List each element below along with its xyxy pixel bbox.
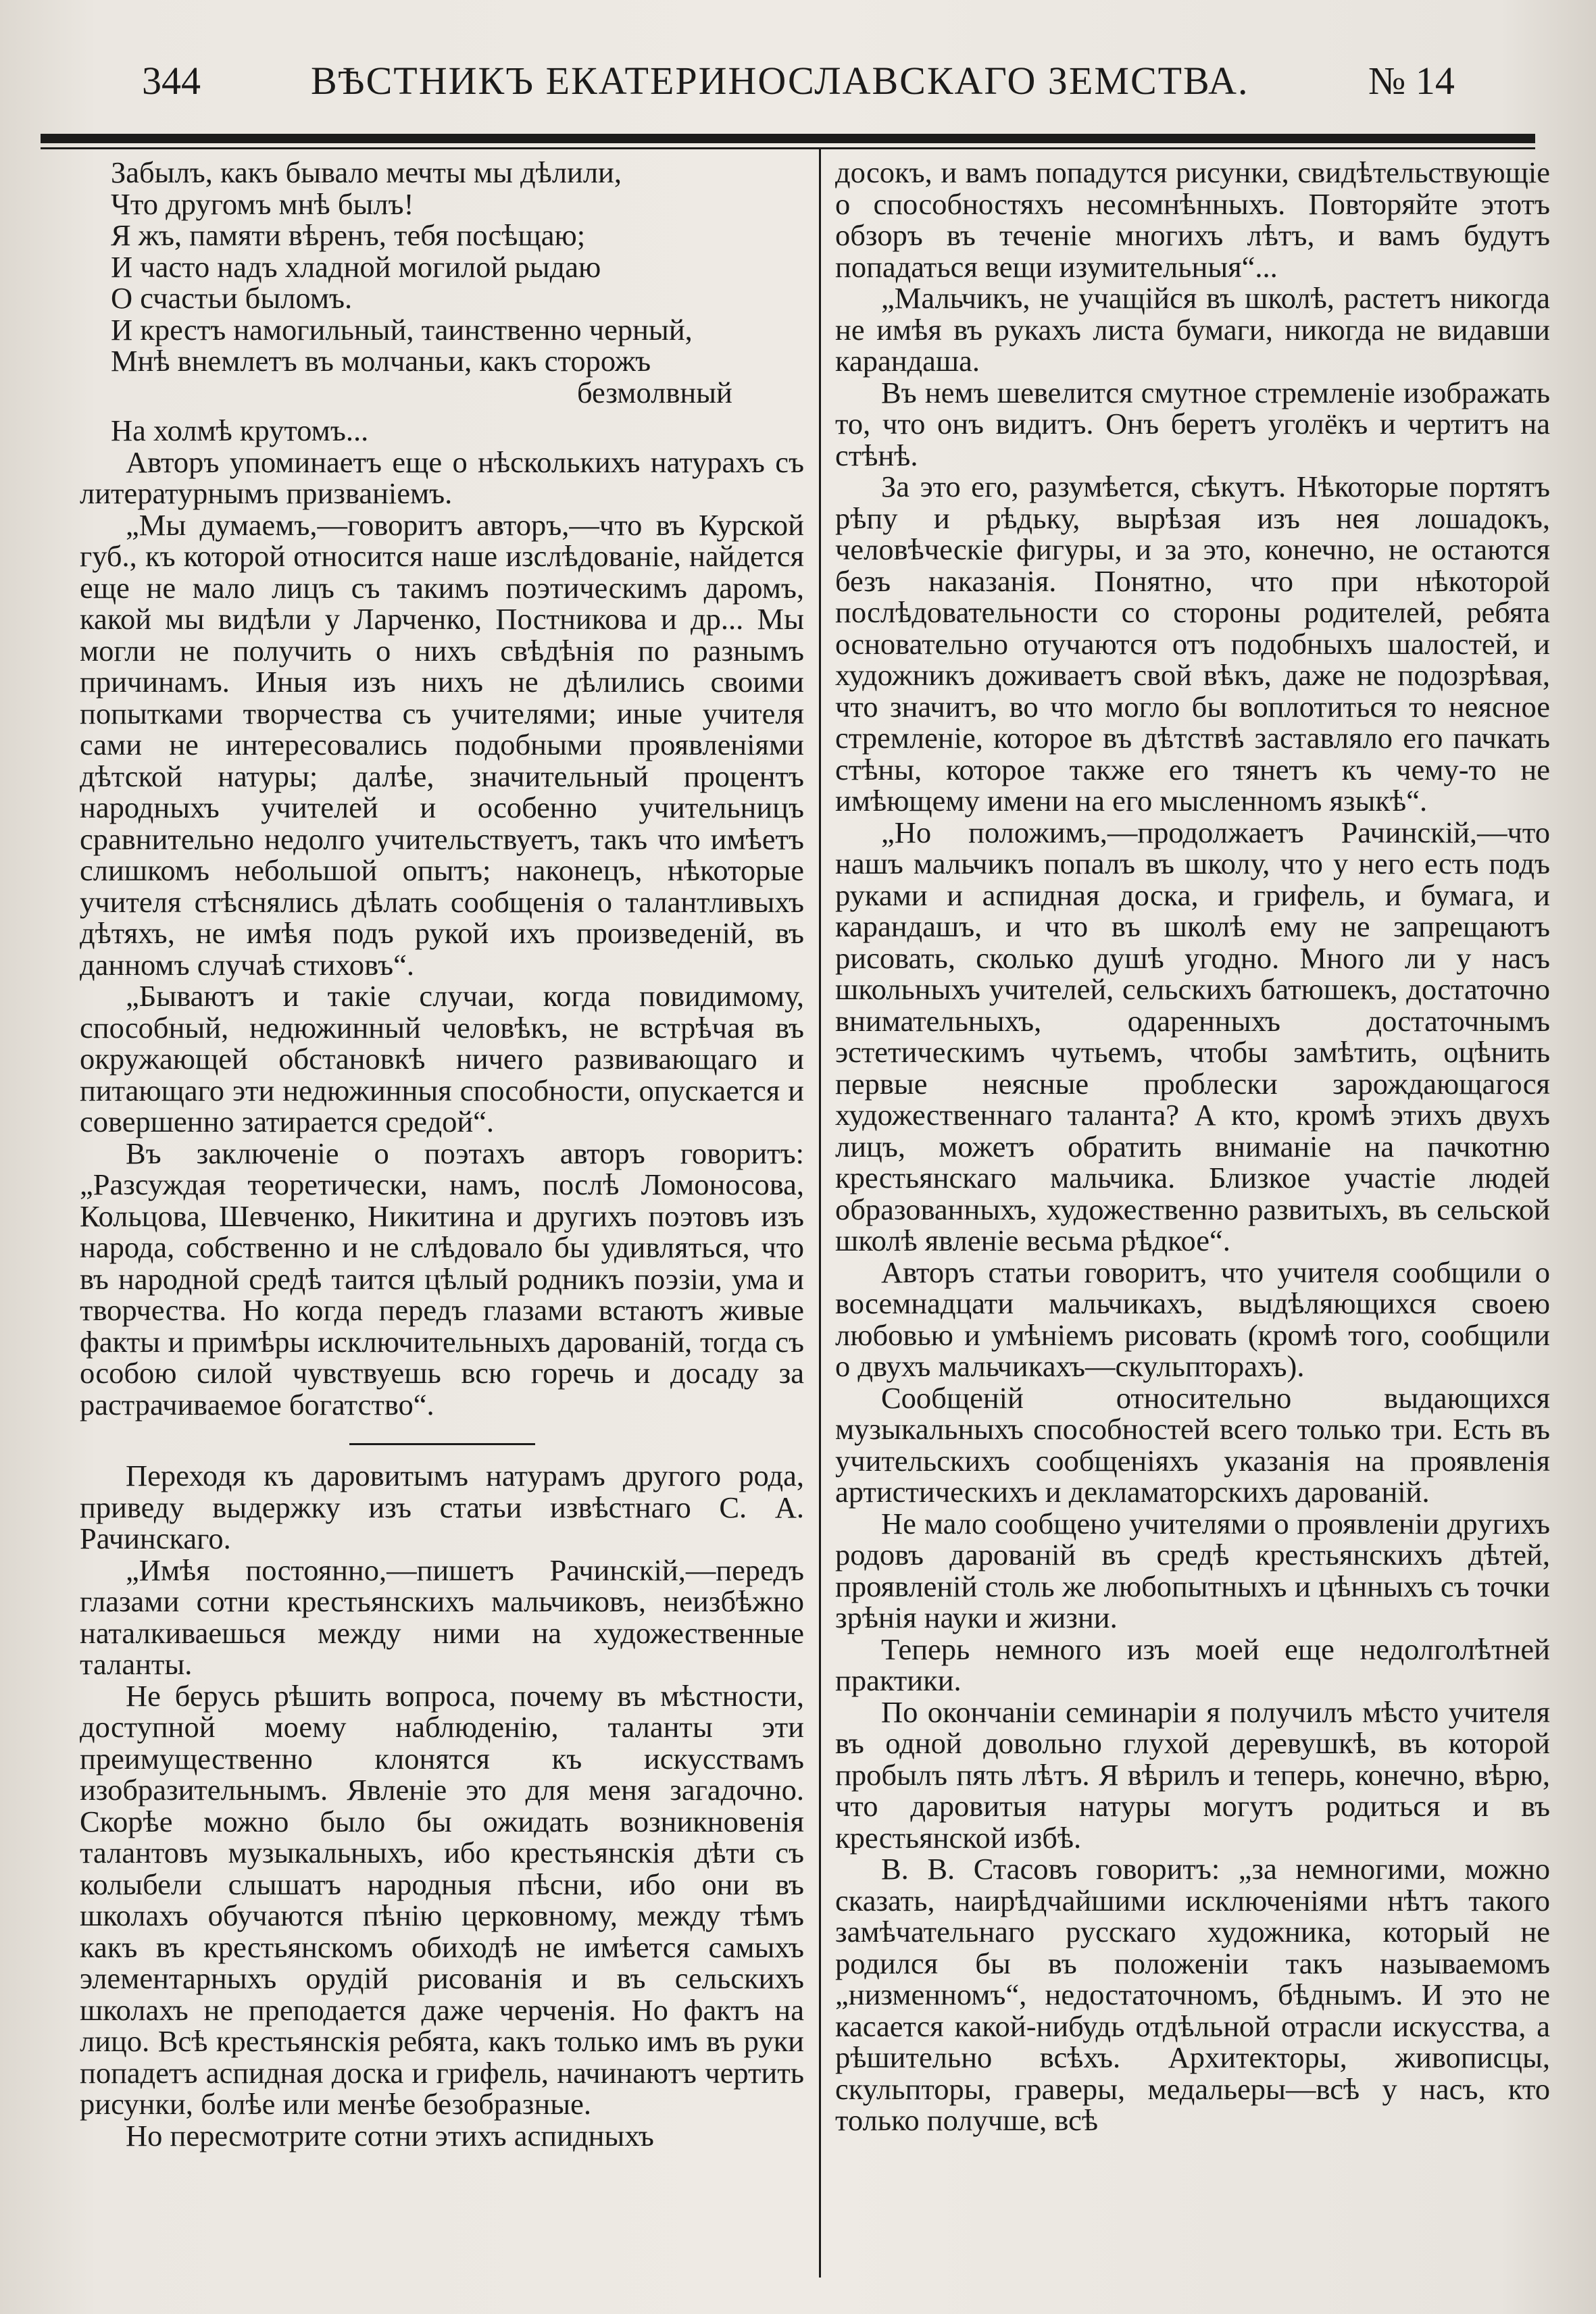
paragraph: Теперь немного изъ моей еще недолголѣтней практики. [835, 1632, 1550, 1697]
paragraph: „Имѣя постоянно,—пишетъ Рачинскій,—передъ глазами сотни крестьянскихъ мальчиковъ, неизбѣжно наталкиваешься между ними на художественные таланты. [80, 1553, 804, 1681]
paragraph: За это его, разумѣется, сѣкутъ. Нѣкоторые портятъ рѣпу и рѣдьку, вырѣзая изъ нея лошадокъ, человѣческіе фигуры, и за это, конечно, не остаются безъ наказанія. Понятно, что при нѣкоторой послѣдовательности со стороны родителей, ребята основательно отучаются отъ подобныхъ шалостей, и художникъ доживаетъ свой вѣкъ, даже не подозрѣвая, что значитъ, во что могло бы воплотиться то неясное стремленіе, которое въ дѣтствѣ заставляло его пачкать стѣны, которое также его тянетъ къ чему-то не имѣющему имени на его мысленномъ языкѣ“. [835, 470, 1550, 818]
poem-line: И крестъ намогильный, таинственно черный, [111, 312, 693, 347]
section-divider [349, 1443, 535, 1445]
paragraph: „Но положимъ,—продолжаетъ Рачинскій,—что нашъ мальчикъ попалъ въ школу, что у него есть подъ руками и аспидная доска, и грифель, и бумага, и карандашъ, и что въ школѣ ему не запрещаютъ рисовать, сколько душѣ угодно. Много ли у насъ школьныхъ учителей, сельскихъ батюшекъ, достаточно внимательныхъ, одаренныхъ достаточнымъ эстетическимъ чутьемъ, чтобы замѣтить, оцѣнить первые неясные проблески зарождающагося художественнаго таланта? А кто, кромѣ этихъ двухъ лицъ, можетъ обратить вниманіе на пачкотню крестьянскаго мальчика. Близкое участіе людей образованныхъ, художественно развитыхъ, въ сельской школѣ явленіе весьма рѣдкое“. [835, 815, 1550, 1257]
paragraph: Но пересмотрите сотни этихъ аспидныхъ [126, 2118, 654, 2153]
poem-line: Я жъ, памяти вѣренъ, тебя посѣщаю; [111, 218, 586, 252]
page-number: 344 [142, 59, 201, 103]
paragraph: Авторъ статьи говоритъ, что учителя сообщили о восемнадцати мальчикахъ, выдѣляющихся своею любовью и умѣніемъ рисовать (кромѣ того, сообщили о двухъ мальчикахъ—скульпторахъ). [835, 1255, 1550, 1383]
poem-line: Мнѣ внемлетъ въ молчаньи, какъ сторожъ [111, 344, 651, 378]
paragraph: Не берусь рѣшить вопроса, почему въ мѣстности, доступной моему наблюденію, таланты эти преимущественно клонятся къ искусствамъ изобразительнымъ. Явленіе это для меня загадочно. Скорѣе можно было бы ожидать возникновенія талантовъ музыкальныхъ, ибо крестьянскія дѣти съ колыбели слышатъ народныя пѣсни, ибо они въ школахъ обучаются пѣнію церковному, между тѣмъ какъ въ крестьянскомъ обиходѣ не имѣется самыхъ элементарныхъ орудій рисованія и въ сельскихъ школахъ не преподается даже черченія. Но фактъ на лицо. Всѣ крестьянскія ребята, какъ только имъ въ руки попадетъ аспидная доска и грифель, начинаютъ чертить рисунки, болѣе или менѣе безобразные. [80, 1678, 804, 2121]
poem-line: Забылъ, какъ бывало мечты мы дѣлили, [111, 155, 622, 189]
poem [111, 157, 804, 447]
header-rule-thick [41, 134, 1535, 143]
paragraph: По окончаніи семинаріи я получилъ мѣсто учителя въ одной довольно глухой деревушкѣ, въ которой пробылъ пять лѣтъ. Я вѣрилъ и теперь, конечно, вѣрю, что даровитыя натуры могутъ родиться и въ крестьянской избѣ. [835, 1694, 1550, 1855]
poem-line: О счастьи быломъ. [111, 281, 353, 315]
right-column [835, 157, 1550, 2136]
journal-title: ВѢСТНИКЪ ЕКАТЕРИНОСЛАВСКАГО ЗЕМСТВА. [311, 59, 1249, 103]
left-column [80, 157, 804, 2151]
paragraph: В. В. Стасовъ говоритъ: „за немногими, можно сказать, наирѣдчайшими исключеніями нѣтъ такого замѣчательнаго русскаго художника, который не родился бы въ положеніи такъ называемомъ „низменномъ“, недостаточномъ, бѣднымъ. И это не касается какой-нибудь отдѣльной отрасли искусства, а рѣшительно всѣхъ. Архитекторы, живописцы, скульпторы, граверы, медальеры—всѣ у насъ, кто только получше, всѣ [835, 1852, 1550, 2137]
paragraph: Авторъ упоминаетъ еще о нѣсколькихъ натурахъ съ литературнымъ призваніемъ. [80, 445, 804, 510]
paragraph: Не мало сообщено учителями о проявленіи другихъ родовъ дарованій въ средѣ крестьянскихъ дѣтей, проявленій столь же любопытныхъ и цѣнныхъ съ точки зрѣнія науки и жизни. [835, 1506, 1550, 1634]
poem-line: Что другомъ мнѣ былъ! [111, 186, 414, 221]
header-rule-thin [41, 147, 1535, 149]
paragraph: „Бываютъ и такіе случаи, когда повидимому, способный, недюжинный человѣкъ, не встрѣчая въ окружающей обстановкѣ ничего развивающаго и питающаго эти недюжинныя способности, опускается и совершенно затирается средой“. [80, 979, 804, 1138]
paragraph: „Мальчикъ, не учащійся въ школѣ, растетъ никогда не имѣя въ рукахъ листа бумаги, никогда не видавши карандаша. [835, 281, 1550, 378]
page-header [41, 41, 1554, 122]
column-divider [819, 149, 821, 2278]
poem-line: На холмѣ крутомъ... [111, 413, 369, 447]
paragraph: „Мы думаемъ,—говоритъ авторъ,—что въ Курской губ., къ которой относится наше изслѣдованіе, найдется еще не мало лицъ съ такимъ поэтическимъ даромъ, какой мы видѣли у Ларченко, Постникова и др... Мы могли не получить о нихъ свѣдѣнія по разнымъ причинамъ. Иныя изъ нихъ не дѣлились своими попытками творчества съ учителями; иные учителя сами не интересовались подобными проявленіями дѣтской натуры; далѣе, значительный процентъ народныхъ учителей и особенно учительницъ сравнительно недолго учительствуетъ, такъ что имѣетъ слишкомъ небольшой опытъ; наконецъ, нѣкоторые учителя стѣснялись дѣлать сообщенія о талантливыхъ дѣтяхъ, не имѣя подъ рукой ихъ произведеній, въ данномъ случаѣ стиховъ“. [80, 507, 804, 982]
paragraph: Сообщеній относительно выдающихся музыкальныхъ способностей всего только три. Есть въ учительскихъ сообщеніяхъ указанія на проявленія артистическихъ и декламаторскихъ дарованій. [835, 1380, 1550, 1509]
poem-line: безмолвный [577, 375, 732, 409]
paragraph: Въ немъ шевелится смутное стремленіе изображать то, что онъ видитъ. Онъ беретъ уголёкъ и чертитъ на стѣнѣ. [835, 375, 1550, 472]
paragraph: Въ заключеніе о поэтахъ авторъ говоритъ: „Разсуждая теоретически, намъ, послѣ Ломоносова, Кольцова, Шевченко, Никитина и другихъ поэтовъ изъ народа, собственно и не слѣдовало бы удивляться, что въ народной средѣ таится цѣлый родникъ поэзіи, ума и творчества. Но когда передъ глазами встаютъ живые факты и примѣры исключительныхъ дарованій, тогда съ особою силой чувствуешь всю горечь и досаду за растрачиваемое богатство“. [80, 1136, 804, 1422]
poem-line: И часто надъ хладной могилой рыдаю [111, 249, 601, 284]
issue-number: № 14 [1368, 59, 1455, 103]
paragraph: Переходя къ даровитымъ натурамъ другого рода, приведу выдержку изъ статьи извѣстнаго С. А. Рачинскаго. [80, 1459, 804, 1555]
paragraph: досокъ, и вамъ попадутся рисунки, свидѣтельствующіе о способностяхъ несомнѣнныхъ. Повторяйте этотъ обзоръ въ теченіе многихъ лѣтъ, и вамъ будутъ попадаться вещи изумительныя“... [835, 155, 1550, 284]
